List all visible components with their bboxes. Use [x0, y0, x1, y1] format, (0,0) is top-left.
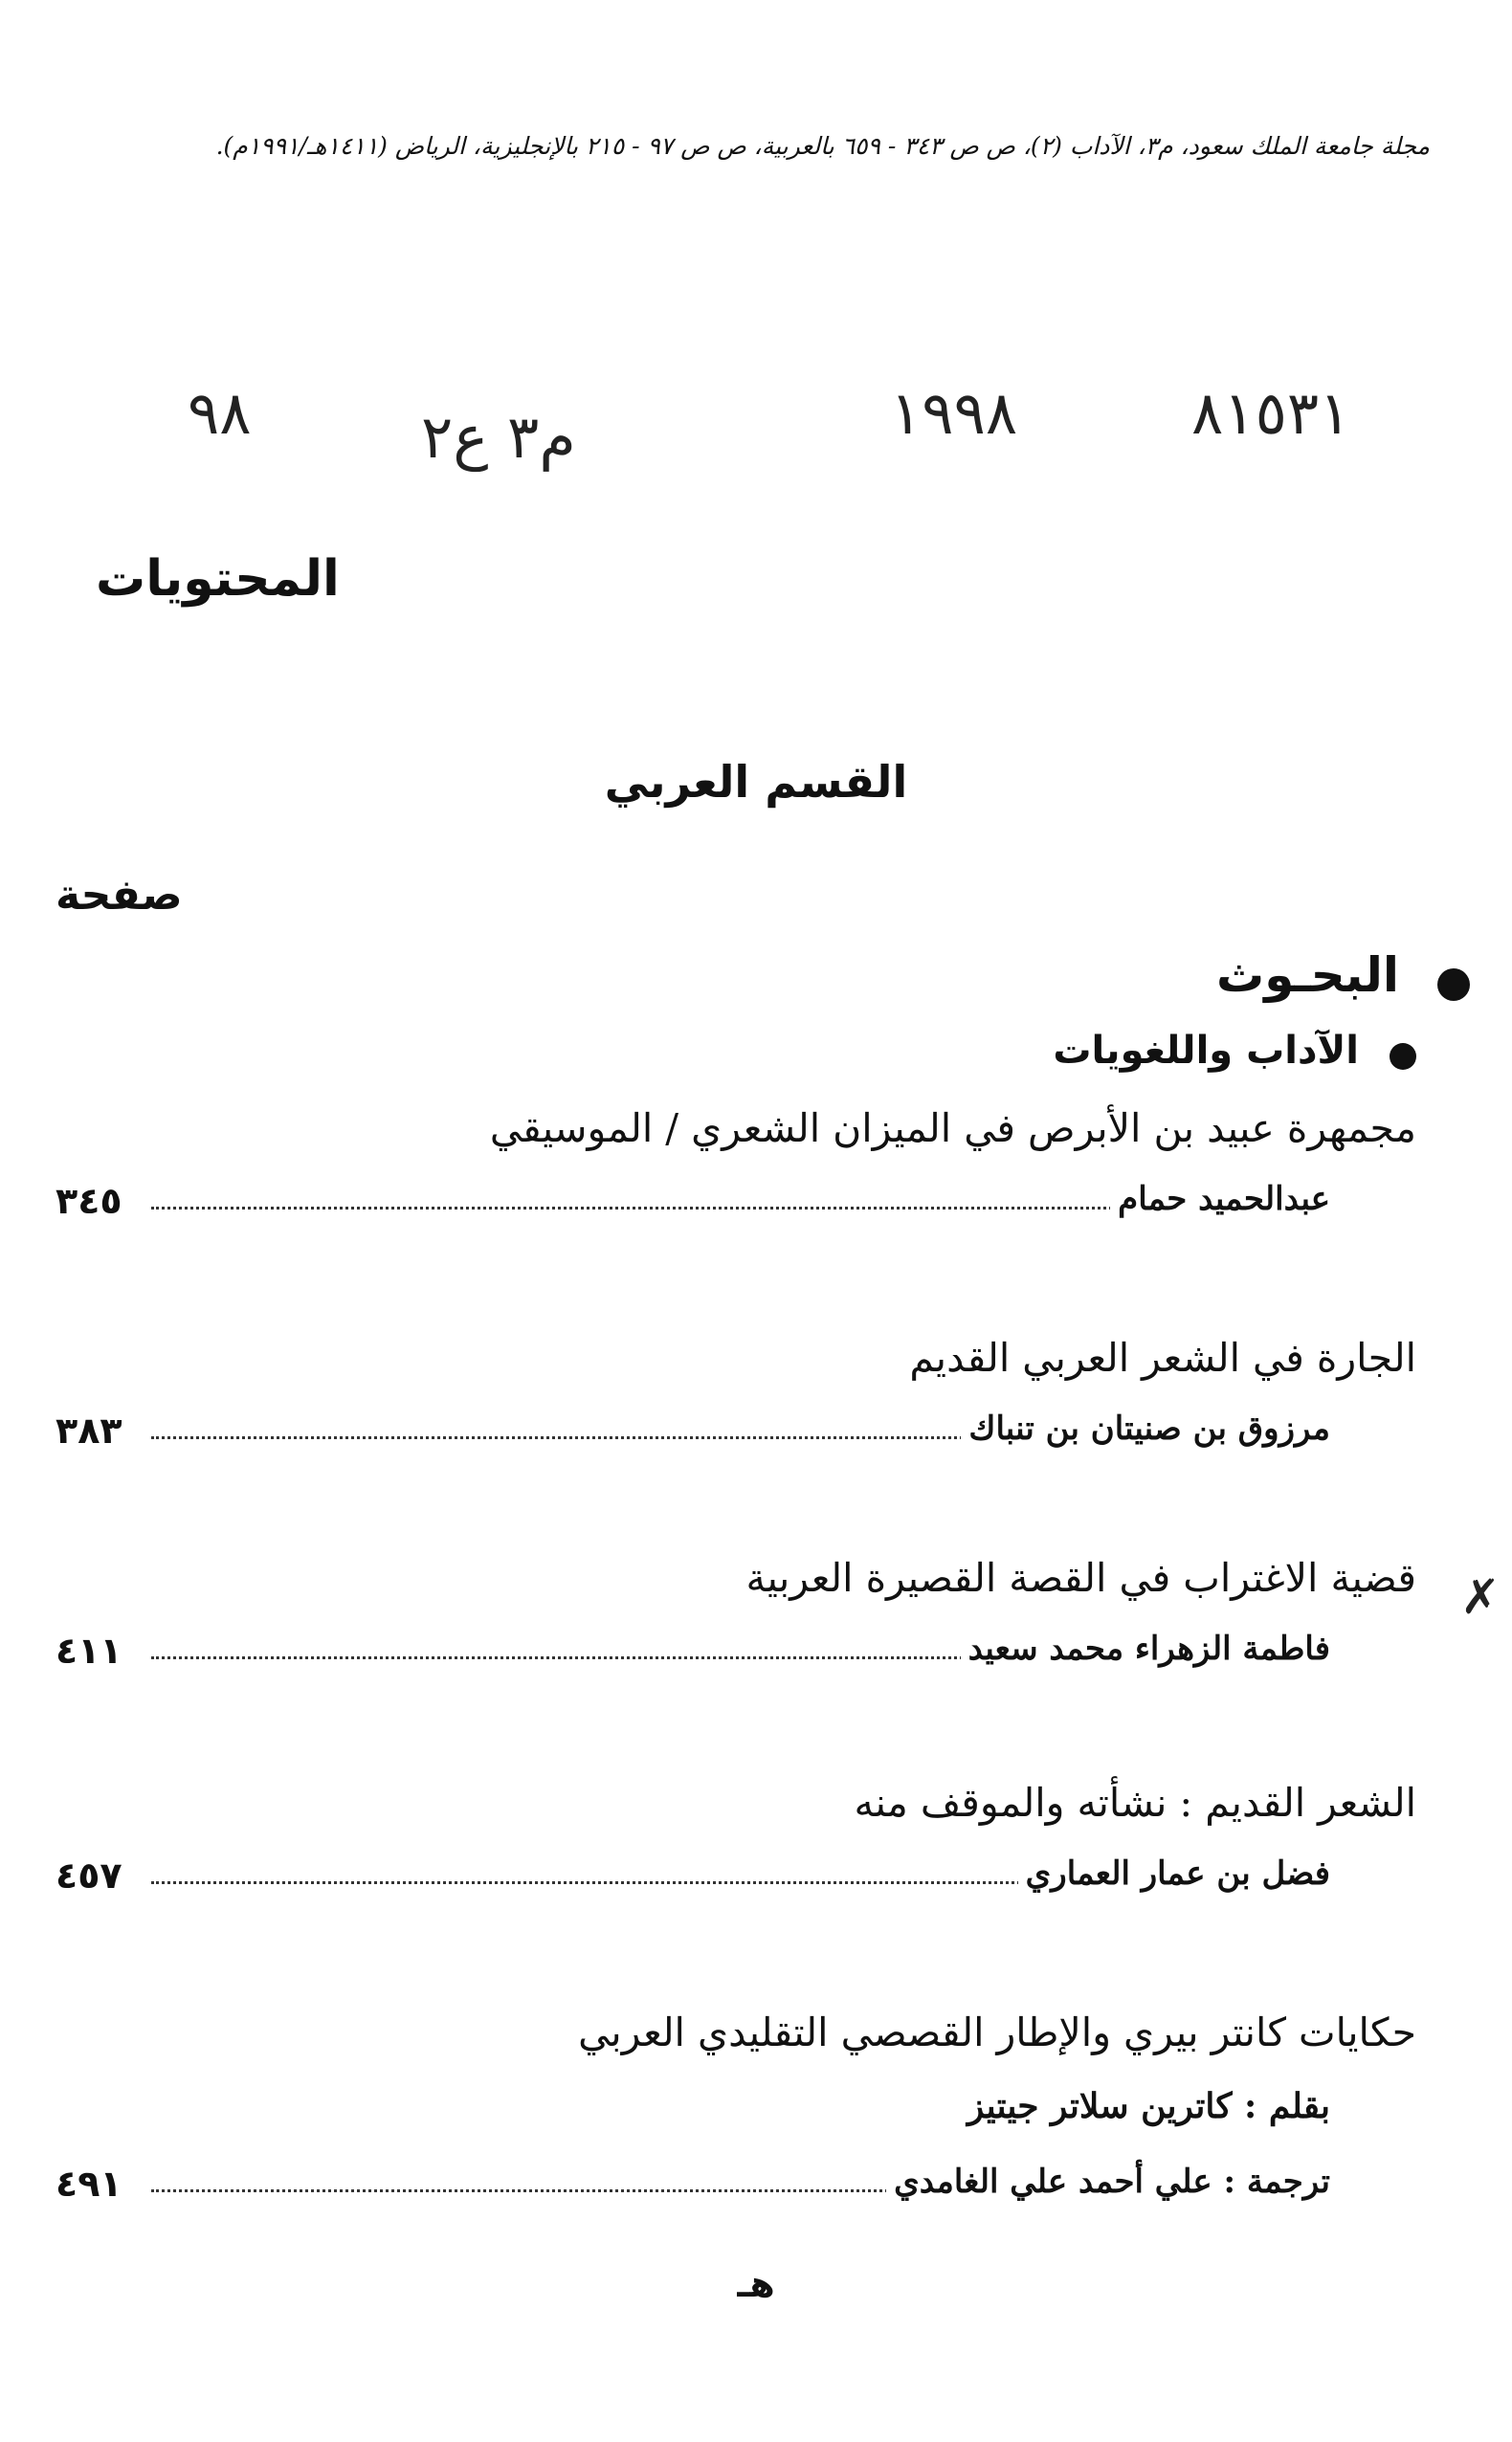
entry-page-number: ٤١١ — [56, 1630, 128, 1672]
entry-author-line — [56, 1630, 1330, 1683]
toc-entry — [56, 1335, 1416, 1478]
bullet-icon — [1390, 1043, 1416, 1070]
entry-title: الشعر القديم : نشأته والموقف منه — [854, 1780, 1416, 1826]
entry-page-number: ٣٤٥ — [56, 1180, 128, 1222]
entry-author-line — [56, 1410, 1330, 1463]
entry-author-line — [56, 1854, 1330, 1908]
entry-title: مجمهرة عبيد بن الأبرص في الميزان الشعري / الموسيقي — [489, 1105, 1416, 1151]
entry-page-number: ٤٥٧ — [56, 1854, 128, 1897]
entry-translator: ترجمة : علي أحمد علي الغامدي — [886, 2163, 1330, 2201]
entry-original-author: بقلم : كاترين سلاتر جيتيز — [967, 2086, 1330, 2126]
journal-citation: مجلة جامعة الملك سعود، م٣، الآداب (٢)، ص ص ٣٤٣ - ٦٥٩ بالعربية، ص ص ٩٧ - ٢١٥ بالإنجليزية، الرياض (١٤١١هـ/١٩٩١م). — [215, 132, 1430, 160]
entry-page-number: ٤٩١ — [56, 2163, 128, 2205]
research-heading: البحـوث — [1215, 947, 1399, 1003]
entry-title: حكايات كانتر بيري والإطار القصصي التقليدي العربي — [578, 2009, 1416, 2055]
handwritten-x-mark: ✗ — [1460, 1569, 1501, 1625]
handwritten-note: ٩٨ — [188, 378, 252, 448]
bullet-icon — [1437, 968, 1470, 1001]
entry-author: فضل بن عمار العماري — [1018, 1854, 1330, 1893]
entry-title: قضية الاغتراب في القصة القصيرة العربية — [745, 1555, 1416, 1601]
handwritten-note: ١٩٩٨ — [890, 378, 1018, 448]
entry-author: فاطمة الزهراء محمد سعيد — [961, 1630, 1330, 1668]
entry-title: الجارة في الشعر العربي القديم — [909, 1335, 1416, 1381]
toc-entry — [56, 1780, 1416, 1923]
entry-author: عبدالحميد حمام — [1110, 1180, 1330, 1218]
section-title: القسم العربي — [604, 756, 908, 808]
literature-heading: الآداب واللغويات — [1053, 1029, 1359, 1073]
page-column-label: صفحة — [56, 871, 183, 920]
entry-page-number: ٣٨٣ — [56, 1410, 128, 1452]
toc-entry — [56, 1555, 1416, 1698]
entry-author-line — [56, 2163, 1330, 2216]
entry-author-line — [56, 1180, 1330, 1233]
page-number-letter: هـ — [737, 2263, 775, 2305]
entry-author: مرزوق بن صنيتان بن تنباك — [961, 1410, 1330, 1448]
handwritten-note: ٨١٥٣١ — [1191, 378, 1351, 448]
toc-entry — [56, 2009, 1416, 2230]
handwritten-note: م٣ ع٢ — [421, 402, 576, 472]
contents-title: المحتويات — [96, 550, 340, 608]
toc-entry — [56, 1105, 1416, 1249]
